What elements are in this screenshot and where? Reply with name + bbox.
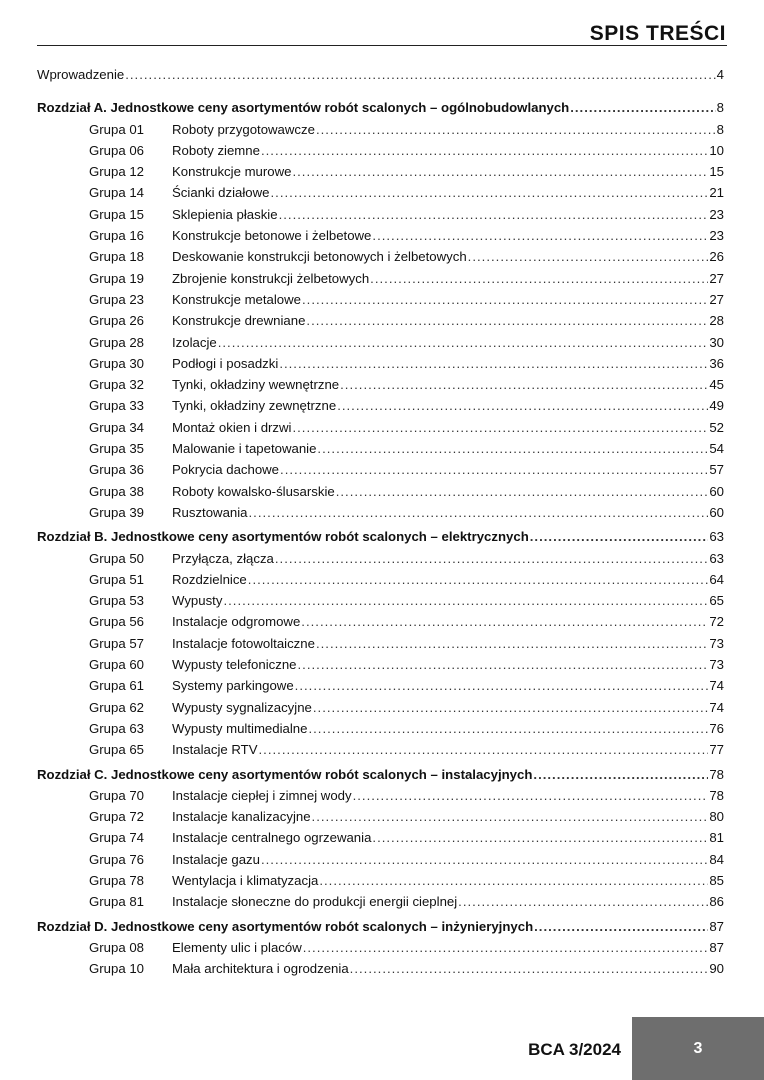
table-of-contents <box>37 64 724 979</box>
toc-page-number: 52 <box>709 419 724 435</box>
dot-leader <box>292 161 708 182</box>
dot-leader <box>316 633 708 654</box>
group-code: Grupa 23 <box>89 291 144 307</box>
dot-leader <box>570 97 715 118</box>
group-code: Grupa 06 <box>89 142 144 158</box>
group-code: Grupa 36 <box>89 462 144 478</box>
toc-entry-title: Wprowadzenie <box>37 67 125 82</box>
toc-page-number: 78 <box>709 766 724 782</box>
dot-leader <box>530 526 709 547</box>
toc-page-number: 85 <box>709 872 724 888</box>
group-code: Grupa 10 <box>89 961 144 977</box>
group-code: Grupa 60 <box>89 657 144 673</box>
toc-page-number: 86 <box>709 894 724 910</box>
group-title: Roboty kowalsko-ślusarskie <box>172 483 335 499</box>
page-title: SPIS TREŚCI <box>589 22 726 45</box>
dot-leader <box>279 204 709 225</box>
group-code: Grupa 61 <box>89 678 144 694</box>
dot-leader <box>298 654 709 675</box>
toc-page-number: 80 <box>709 809 724 825</box>
toc-page-number: 8 <box>716 121 724 137</box>
group-code: Grupa 57 <box>89 635 144 651</box>
toc-page-number: 60 <box>709 504 724 520</box>
group-title: Wypusty <box>172 593 223 609</box>
group-code: Grupa 39 <box>89 504 144 520</box>
toc-group-row[interactable] <box>37 806 724 827</box>
toc-page-number: 90 <box>709 961 724 977</box>
toc-group-row[interactable] <box>37 246 724 267</box>
dot-leader <box>271 182 709 203</box>
toc-page-number: 65 <box>709 593 724 609</box>
dot-leader <box>259 739 709 760</box>
dot-leader <box>317 438 708 459</box>
group-code: Grupa 34 <box>89 419 144 435</box>
group-code: Grupa 56 <box>89 614 144 630</box>
group-title: Wypusty telefoniczne <box>172 657 297 673</box>
toc-group-row[interactable] <box>37 459 724 480</box>
dot-leader <box>336 481 709 502</box>
toc-page-number: 76 <box>709 720 724 736</box>
dot-leader <box>350 958 709 979</box>
group-title: Roboty ziemne <box>172 142 260 158</box>
group-title: Podłogi i posadzki <box>172 355 279 371</box>
dot-leader <box>303 937 709 958</box>
group-code: Grupa 62 <box>89 699 144 715</box>
group-title: Konstrukcje metalowe <box>172 291 302 307</box>
group-code: Grupa 12 <box>89 164 144 180</box>
group-code: Grupa 08 <box>89 939 144 955</box>
group-title: Wypusty sygnalizacyjne <box>172 699 312 715</box>
dot-leader <box>313 697 708 718</box>
dot-leader <box>302 289 708 310</box>
group-code: Grupa 51 <box>89 571 144 587</box>
dot-leader <box>218 332 709 353</box>
group-code: Grupa 15 <box>89 206 144 222</box>
toc-page-number: 21 <box>709 185 724 201</box>
dot-leader <box>533 764 708 785</box>
toc-group-row[interactable] <box>37 374 724 395</box>
toc-page-number: 49 <box>709 398 724 414</box>
toc-group-row[interactable] <box>37 891 724 912</box>
toc-group-row[interactable] <box>37 590 724 611</box>
chapter-title: Rozdział D. Jednostkowe ceny asortymentów robót scalonych – inżynieryjnych <box>37 918 534 934</box>
footer-issue: BCA 3/2024 <box>528 1040 621 1059</box>
group-code: Grupa 01 <box>89 121 144 137</box>
toc-page-number: 4 <box>716 67 724 82</box>
dot-leader <box>248 569 709 590</box>
toc-group-row[interactable] <box>37 161 724 182</box>
toc-page-number: 28 <box>709 313 724 329</box>
dot-leader <box>372 225 708 246</box>
toc-group-row[interactable] <box>37 718 724 739</box>
chapter-title: Rozdział A. Jednostkowe ceny asortymentów robót scalonych – ogólnobudowlanych <box>37 100 570 116</box>
dot-leader <box>340 374 708 395</box>
toc-page-number: 63 <box>709 550 724 566</box>
group-title: Instalacje gazu <box>172 851 260 867</box>
group-code: Grupa 65 <box>89 742 144 758</box>
toc-page-number: 54 <box>709 441 724 457</box>
toc-page-number: 84 <box>709 851 724 867</box>
toc-page-number: 26 <box>709 249 724 265</box>
toc-page-number: 23 <box>709 206 724 222</box>
toc-chapter-row[interactable] <box>37 764 724 785</box>
group-title: Zbrojenie konstrukcji żelbetowych <box>172 270 370 286</box>
group-title: Wypusty multimedialne <box>172 720 308 736</box>
group-title: Instalacje fotowoltaiczne <box>172 635 315 651</box>
toc-group-row[interactable] <box>37 225 724 246</box>
toc-page-number: 45 <box>709 377 724 393</box>
toc-page-number: 23 <box>709 228 724 244</box>
group-title: Malowanie i tapetowanie <box>172 441 317 457</box>
toc-page-number: 87 <box>709 918 724 934</box>
toc-group-row[interactable] <box>37 182 724 203</box>
toc-group-row[interactable] <box>37 417 724 438</box>
group-title: Pokrycia dachowe <box>172 462 280 478</box>
group-code: Grupa 74 <box>89 830 144 846</box>
toc-page-number: 10 <box>709 142 724 158</box>
dot-leader <box>312 806 709 827</box>
toc-group-row[interactable] <box>37 937 724 958</box>
group-code: Grupa 30 <box>89 355 144 371</box>
toc-page-number: 81 <box>709 830 724 846</box>
group-code: Grupa 14 <box>89 185 144 201</box>
group-title: Rusztowania <box>172 504 248 520</box>
toc-group-row[interactable] <box>37 332 724 353</box>
dot-leader <box>353 785 709 806</box>
group-code: Grupa 26 <box>89 313 144 329</box>
toc-chapter-row[interactable] <box>37 916 724 937</box>
chapter-title: Rozdział C. Jednostkowe ceny asortymentów robót scalonych – instalacyjnych <box>37 766 533 782</box>
toc-group-row[interactable] <box>37 697 724 718</box>
group-title: Przyłącza, złącza <box>172 550 274 566</box>
group-title: Instalacje słoneczne do produkcji energii cieplnej <box>172 894 458 910</box>
toc-chapter-row[interactable] <box>37 97 724 118</box>
dot-leader <box>280 459 708 480</box>
dot-leader <box>337 395 708 416</box>
dot-leader <box>306 310 708 331</box>
toc-group-row[interactable] <box>37 119 724 140</box>
group-code: Grupa 35 <box>89 441 144 457</box>
dot-leader <box>125 64 715 85</box>
group-title: Instalacje centralnego ogrzewania <box>172 830 372 846</box>
dot-leader <box>223 590 708 611</box>
group-code: Grupa 63 <box>89 720 144 736</box>
toc-page-number: 30 <box>709 334 724 350</box>
group-title: Instalacje odgromowe <box>172 614 301 630</box>
chapter-title: Rozdział B. Jednostkowe ceny asortymentów robót scalonych – elektrycznych <box>37 529 529 545</box>
dot-leader <box>301 611 708 632</box>
toc-group-row[interactable] <box>37 870 724 891</box>
group-title: Roboty przygotowawcze <box>172 121 315 137</box>
toc-group-row[interactable] <box>37 785 724 806</box>
group-title: Deskowanie konstrukcji betonowych i żelbetowych <box>172 249 467 265</box>
group-title: Elementy ulic i placów <box>172 939 302 955</box>
group-title: Instalacje kanalizacyjne <box>172 809 311 825</box>
toc-page-number: 27 <box>709 270 724 286</box>
toc-group-row[interactable] <box>37 849 724 870</box>
dot-leader <box>370 268 708 289</box>
footer-page-number: 3 <box>693 1040 703 1057</box>
toc-group-row[interactable] <box>37 633 724 654</box>
toc-group-row[interactable] <box>37 611 724 632</box>
toc-page-number: 8 <box>716 100 724 116</box>
toc-page-number: 74 <box>709 678 724 694</box>
group-title: Tynki, okładziny zewnętrzne <box>172 398 337 414</box>
dot-leader <box>316 119 716 140</box>
toc-intro-row[interactable] <box>37 64 724 85</box>
toc-group-row[interactable] <box>37 502 724 523</box>
group-title: Ścianki działowe <box>172 185 270 201</box>
group-code: Grupa 72 <box>89 809 144 825</box>
toc-page-number: 63 <box>709 529 724 545</box>
toc-group-row[interactable] <box>37 289 724 310</box>
toc-group-row[interactable] <box>37 481 724 502</box>
header-divider <box>37 45 727 46</box>
toc-group-row[interactable] <box>37 548 724 569</box>
group-title: Wentylacja i klimatyzacja <box>172 872 319 888</box>
group-title: Montaż okien i drzwi <box>172 419 292 435</box>
dot-leader <box>279 353 708 374</box>
group-code: Grupa 32 <box>89 377 144 393</box>
group-code: Grupa 50 <box>89 550 144 566</box>
toc-page-number: 87 <box>709 939 724 955</box>
group-title: Mała architektura i ogrodzenia <box>172 961 349 977</box>
toc-group-row[interactable] <box>37 958 724 979</box>
toc-page-number: 73 <box>709 657 724 673</box>
toc-group-row[interactable] <box>37 353 724 374</box>
toc-group-row[interactable] <box>37 569 724 590</box>
dot-leader <box>534 916 708 937</box>
group-title: Rozdzielnice <box>172 571 247 587</box>
dot-leader <box>295 675 709 696</box>
group-code: Grupa 53 <box>89 593 144 609</box>
toc-page-number: 64 <box>709 571 724 587</box>
toc-group-row[interactable] <box>37 739 724 760</box>
group-code: Grupa 16 <box>89 228 144 244</box>
group-title: Konstrukcje betonowe i żelbetowe <box>172 228 372 244</box>
toc-group-row[interactable] <box>37 395 724 416</box>
toc-group-row[interactable] <box>37 827 724 848</box>
toc-group-row[interactable] <box>37 310 724 331</box>
dot-leader <box>319 870 708 891</box>
group-code: Grupa 18 <box>89 249 144 265</box>
group-title: Konstrukcje murowe <box>172 164 292 180</box>
dot-leader <box>275 548 708 569</box>
group-title: Systemy parkingowe <box>172 678 294 694</box>
group-title: Konstrukcje drewniane <box>172 313 306 329</box>
group-code: Grupa 38 <box>89 483 144 499</box>
toc-group-row[interactable] <box>37 654 724 675</box>
dot-leader <box>249 502 709 523</box>
group-title: Tynki, okładziny wewnętrzne <box>172 377 340 393</box>
dot-leader <box>292 417 708 438</box>
toc-page-number: 74 <box>709 699 724 715</box>
dot-leader <box>458 891 708 912</box>
group-code: Grupa 81 <box>89 894 144 910</box>
toc-group-row[interactable] <box>37 268 724 289</box>
group-code: Grupa 78 <box>89 872 144 888</box>
toc-group-row[interactable] <box>37 204 724 225</box>
group-code: Grupa 28 <box>89 334 144 350</box>
dot-leader <box>468 246 709 267</box>
toc-page-number: 15 <box>709 164 724 180</box>
group-code: Grupa 33 <box>89 398 144 414</box>
group-code: Grupa 19 <box>89 270 144 286</box>
dot-leader <box>308 718 708 739</box>
group-code: Grupa 70 <box>89 787 144 803</box>
group-code: Grupa 76 <box>89 851 144 867</box>
group-title: Izolacje <box>172 334 217 350</box>
toc-page-number: 73 <box>709 635 724 651</box>
toc-group-row[interactable] <box>37 438 724 459</box>
toc-group-row[interactable] <box>37 140 724 161</box>
group-title: Instalacje RTV <box>172 742 258 758</box>
toc-page-number: 36 <box>709 355 724 371</box>
toc-page-number: 27 <box>709 291 724 307</box>
dot-leader <box>372 827 708 848</box>
group-title: Sklepienia płaskie <box>172 206 278 222</box>
dot-leader <box>261 849 708 870</box>
toc-group-row[interactable] <box>37 675 724 696</box>
group-title: Instalacje ciepłej i zimnej wody <box>172 787 352 803</box>
toc-page-number: 77 <box>709 742 724 758</box>
toc-chapter-row[interactable] <box>37 526 724 547</box>
dot-leader <box>261 140 708 161</box>
toc-page-number: 57 <box>709 462 724 478</box>
toc-page-number: 72 <box>709 614 724 630</box>
toc-page-number: 60 <box>709 483 724 499</box>
toc-page-number: 78 <box>709 787 724 803</box>
